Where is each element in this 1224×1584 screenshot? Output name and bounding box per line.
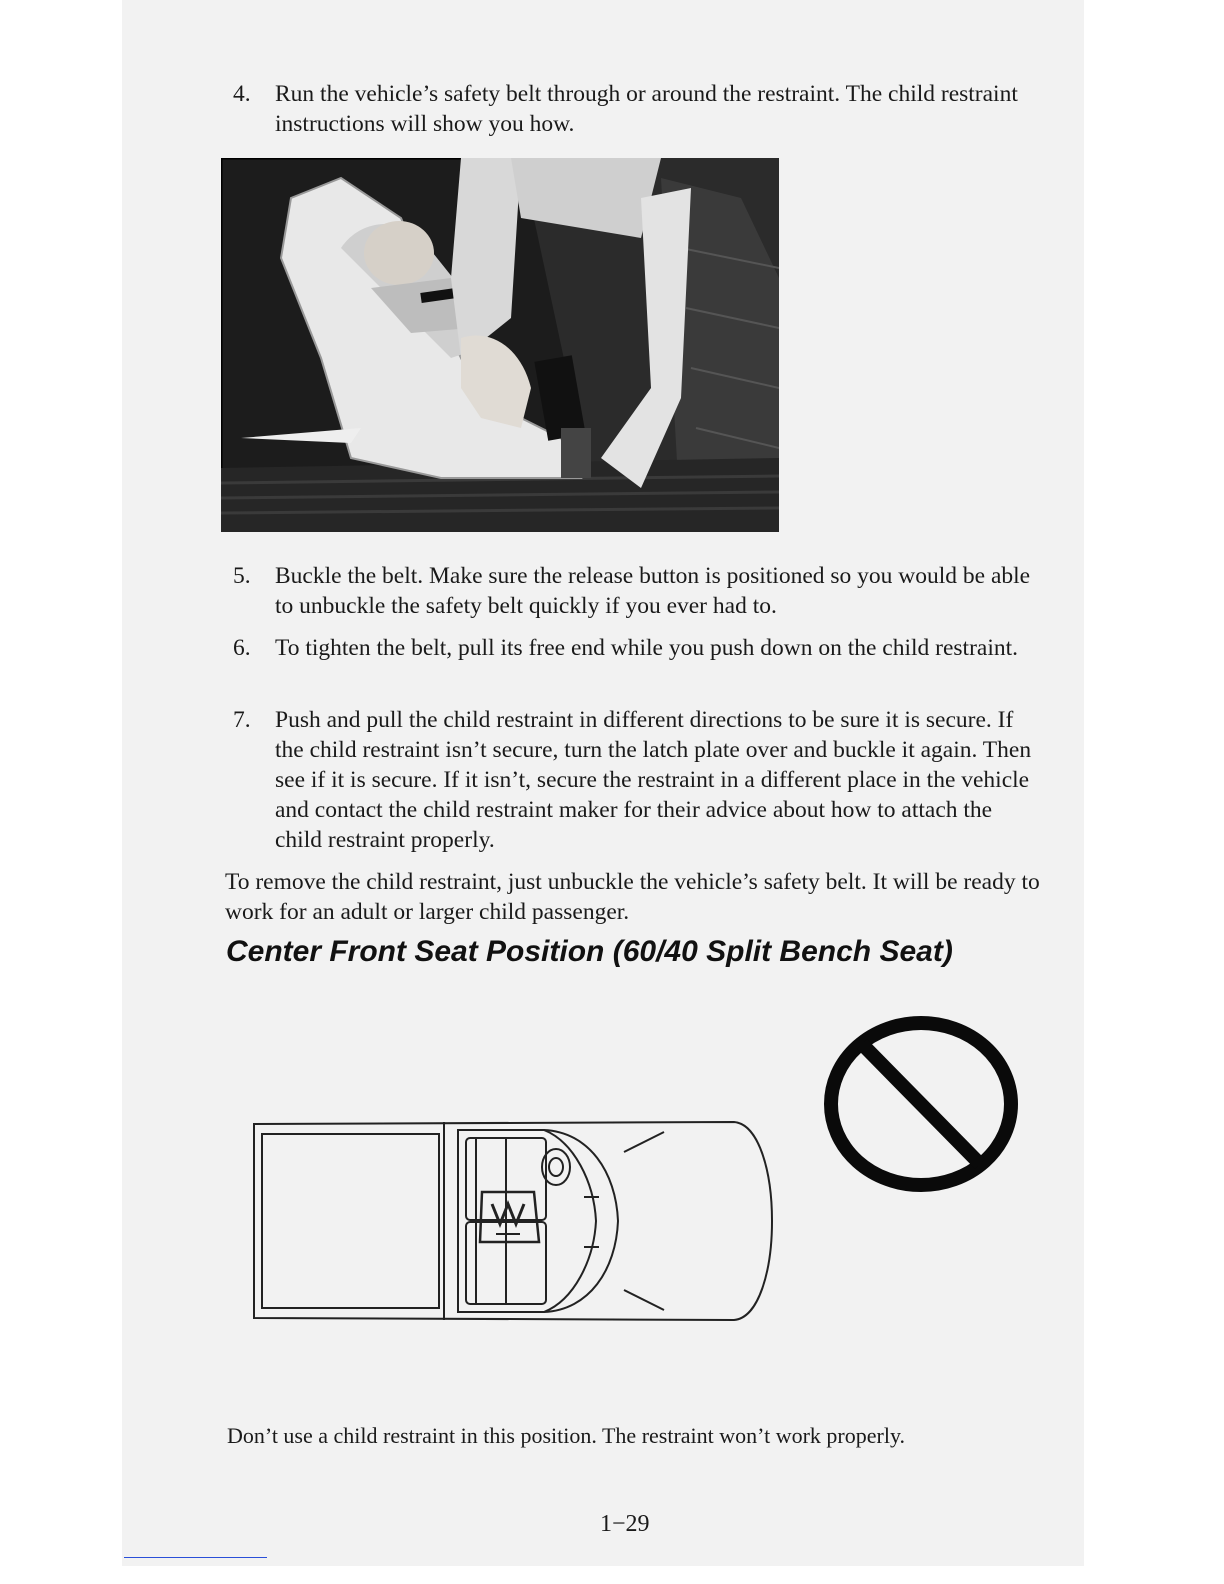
child-restraint-photo <box>221 158 779 532</box>
page-number: 1−29 <box>600 1511 650 1537</box>
step-7 <box>233 705 1043 855</box>
diagram-caption: Don’t use a child restraint in this position. The restraint won’t work properly. <box>227 1423 906 1448</box>
removal-paragraph: To remove the child restraint, just unbuckle the vehicle’s safety belt. It will be ready to work for an adult or larger child passenger. <box>225 869 1040 925</box>
section-heading: Center Front Seat Position (60/40 Split Bench Seat) <box>226 935 953 968</box>
step-number: 7. <box>233 707 251 733</box>
step-text: Run the vehicle’s safety belt through or around the restraint. The child restraint instructions will show you how. <box>275 81 1018 137</box>
step-number: 4. <box>233 81 251 107</box>
footer-link-rule <box>124 1557 267 1558</box>
step-text: Buckle the belt. Make sure the release button is positioned so you would be able to unbuckle the safety belt quickly if you ever had to. <box>275 563 1031 619</box>
step-text: Push and pull the child restraint in different directions to be sure it is secure. If the child restraint isn’t secure, turn the latch plate over and buckle it again. Then see if it is secure. If it isn’t, secure the restraint in a different place in the vehicle and contact the child restraint maker for their advice about how to attach the child restraint properly. <box>275 707 1032 853</box>
step-number: 5. <box>233 563 251 589</box>
prohibition-icon <box>822 1014 1020 1194</box>
step-6 <box>233 633 1043 663</box>
vehicle-top-view-diagram <box>244 1112 774 1330</box>
step-4 <box>233 79 1043 139</box>
step-text: To tighten the belt, pull its free end while you push down on the child restraint. <box>275 635 1019 661</box>
step-number: 6. <box>233 635 251 661</box>
step-5 <box>233 561 1043 621</box>
